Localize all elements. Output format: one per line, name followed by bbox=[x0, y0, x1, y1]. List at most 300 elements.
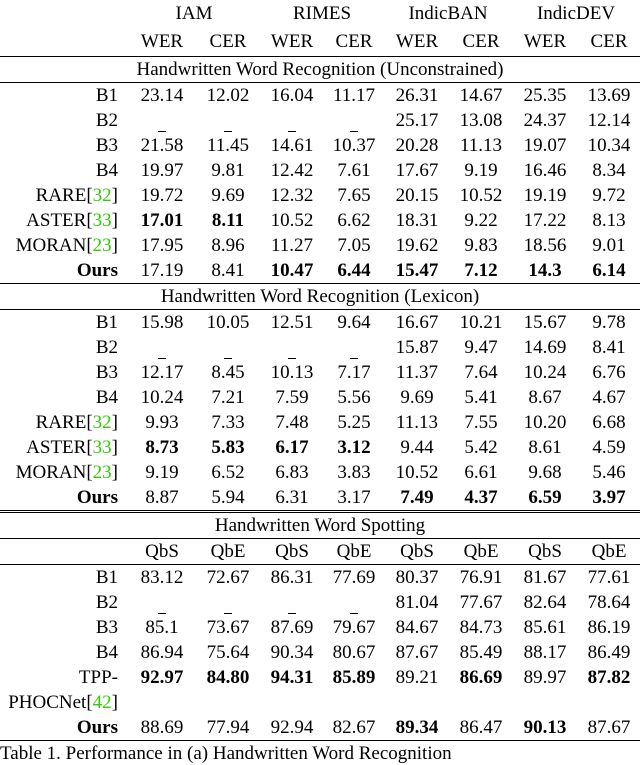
table-row bbox=[0, 360, 640, 385]
value-cell: 5.56 bbox=[337, 387, 371, 408]
value-cell: 9.78 bbox=[592, 312, 626, 333]
value-cell: 12.14 bbox=[587, 110, 631, 131]
citation-link[interactable]: 23 bbox=[92, 235, 112, 256]
value-cell: 6.61 bbox=[464, 462, 498, 483]
value-cell: 85.49 bbox=[459, 642, 503, 663]
value-cell: 6.52 bbox=[211, 462, 245, 483]
method-label: ASTER bbox=[26, 437, 87, 458]
value-cell: 5.94 bbox=[196, 485, 260, 512]
table-row bbox=[0, 485, 640, 512]
value-cell: 81.04 bbox=[395, 592, 439, 613]
metric-header: QbS bbox=[512, 539, 578, 565]
cite-bracket: ] bbox=[111, 412, 118, 433]
section-title-row bbox=[0, 512, 640, 539]
method-name bbox=[0, 690, 128, 715]
empty-cell bbox=[324, 690, 384, 715]
method-name bbox=[0, 83, 128, 109]
value-cell: 10.13 bbox=[270, 362, 314, 383]
value-cell: 10.24 bbox=[523, 362, 567, 383]
table-row bbox=[0, 410, 640, 435]
table-row-continuation bbox=[0, 690, 640, 715]
value-cell: 6.31 bbox=[260, 485, 324, 512]
value-cell: 15.98 bbox=[140, 312, 184, 333]
value-cell: 4.59 bbox=[592, 437, 626, 458]
value-cell: 12.32 bbox=[270, 185, 314, 206]
table-row bbox=[0, 310, 640, 336]
method-label: Ours bbox=[76, 260, 118, 281]
method-name bbox=[0, 335, 128, 360]
citation-link[interactable]: 42 bbox=[92, 692, 112, 713]
value-cell: 8.13 bbox=[592, 210, 626, 231]
method-name bbox=[0, 208, 128, 233]
value-cell: 17.22 bbox=[523, 210, 567, 231]
value-cell: 76.91 bbox=[459, 567, 503, 588]
metric-header: QbS bbox=[260, 539, 324, 565]
method-label: B1 bbox=[95, 312, 118, 333]
value-cell bbox=[260, 590, 324, 615]
value-cell: 83.12 bbox=[140, 567, 184, 588]
citation-link[interactable]: 32 bbox=[92, 185, 112, 206]
value-cell: 14.61 bbox=[270, 135, 314, 156]
value-cell bbox=[196, 108, 260, 133]
value-cell: 10.47 bbox=[260, 258, 324, 284]
method-label: B2 bbox=[95, 592, 118, 613]
metric-header: QbE bbox=[450, 539, 512, 565]
value-cell: 10.05 bbox=[206, 312, 250, 333]
table-row bbox=[0, 108, 640, 133]
citation-link[interactable]: 23 bbox=[92, 462, 112, 483]
value-cell: 14.67 bbox=[459, 85, 503, 106]
method-label: B3 bbox=[95, 617, 118, 638]
value-cell: 11.13 bbox=[460, 135, 503, 156]
cite-bracket: [ bbox=[86, 692, 93, 713]
section-title-row bbox=[0, 57, 640, 83]
value-cell: 9.72 bbox=[592, 185, 626, 206]
method-label: Ours bbox=[76, 487, 118, 508]
method-name bbox=[0, 485, 128, 512]
value-cell: 85.89 bbox=[332, 667, 376, 688]
value-cell: 4.67 bbox=[592, 387, 626, 408]
value-cell: 12.02 bbox=[206, 85, 250, 106]
value-cell: 7.49 bbox=[384, 485, 450, 512]
value-cell: 88.17 bbox=[523, 642, 567, 663]
citation-link[interactable]: 33 bbox=[92, 210, 112, 231]
method-name bbox=[0, 590, 128, 615]
value-cell: 11.45 bbox=[206, 135, 250, 156]
value-cell: 80.37 bbox=[395, 567, 439, 588]
value-cell: 26.31 bbox=[395, 85, 439, 106]
empty-cell bbox=[512, 690, 578, 715]
value-cell: 9.93 bbox=[145, 412, 179, 433]
method-name bbox=[0, 108, 128, 133]
value-cell: 11.37 bbox=[396, 362, 439, 383]
value-cell: 7.33 bbox=[211, 412, 245, 433]
value-cell: 17.67 bbox=[395, 160, 439, 181]
missing-value-dash bbox=[224, 358, 232, 359]
method-name bbox=[0, 385, 128, 410]
method-label: B4 bbox=[95, 160, 118, 181]
method-name bbox=[0, 233, 128, 258]
value-cell: 86.47 bbox=[450, 715, 512, 741]
method-name bbox=[0, 715, 128, 741]
value-cell: 5.46 bbox=[592, 462, 626, 483]
method-name bbox=[0, 360, 128, 385]
value-cell: 86.69 bbox=[459, 667, 503, 688]
value-cell: 21.58 bbox=[140, 135, 184, 156]
value-cell: 82.67 bbox=[324, 715, 384, 741]
value-cell: 17.01 bbox=[140, 210, 184, 231]
value-cell: 86.49 bbox=[587, 642, 631, 663]
value-cell: 80.67 bbox=[332, 642, 376, 663]
value-cell: 8.61 bbox=[528, 437, 562, 458]
value-cell: 78.64 bbox=[587, 592, 631, 613]
method-label: B1 bbox=[95, 85, 118, 106]
value-cell: 8.41 bbox=[592, 337, 626, 358]
value-cell: 84.73 bbox=[459, 617, 503, 638]
cite-bracket: [ bbox=[86, 185, 93, 206]
value-cell: 75.64 bbox=[206, 642, 250, 663]
value-cell: 90.13 bbox=[512, 715, 578, 741]
value-cell: 4.37 bbox=[450, 485, 512, 512]
value-cell: 87.69 bbox=[270, 617, 314, 638]
method-name bbox=[0, 615, 128, 640]
value-cell: 9.47 bbox=[464, 337, 498, 358]
method-label: B4 bbox=[95, 387, 118, 408]
missing-value-dash bbox=[288, 613, 296, 614]
table-row bbox=[0, 183, 640, 208]
cite-bracket: [ bbox=[86, 412, 93, 433]
cite-bracket: [ bbox=[86, 462, 93, 483]
value-cell: 8.67 bbox=[528, 387, 562, 408]
value-cell: 77.69 bbox=[332, 567, 376, 588]
value-cell: 92.94 bbox=[260, 715, 324, 741]
value-cell: 7.65 bbox=[337, 185, 371, 206]
value-cell: 87.82 bbox=[587, 667, 631, 688]
method-label: Ours bbox=[76, 717, 118, 738]
value-cell: 85.61 bbox=[523, 617, 567, 638]
method-name bbox=[0, 158, 128, 183]
value-cell bbox=[128, 335, 196, 360]
value-cell: 7.64 bbox=[464, 362, 498, 383]
cite-bracket: ] bbox=[111, 462, 118, 483]
metric-header-row bbox=[0, 28, 640, 57]
value-cell: 25.17 bbox=[395, 110, 439, 131]
table-row bbox=[0, 335, 640, 360]
value-cell: 15.47 bbox=[384, 258, 450, 284]
value-cell: 10.52 bbox=[270, 210, 314, 231]
table-row bbox=[0, 385, 640, 410]
value-cell bbox=[196, 335, 260, 360]
value-cell: 24.37 bbox=[523, 110, 567, 131]
value-cell: 18.56 bbox=[523, 235, 567, 256]
value-cell: 16.67 bbox=[395, 312, 439, 333]
value-cell: 12.17 bbox=[140, 362, 184, 383]
method-name bbox=[0, 310, 128, 336]
value-cell: 9.19 bbox=[145, 462, 179, 483]
value-cell: 19.62 bbox=[395, 235, 439, 256]
method-label: B1 bbox=[95, 567, 118, 588]
table-row bbox=[0, 565, 640, 591]
value-cell: 9.01 bbox=[592, 235, 626, 256]
value-cell: 14.3 bbox=[512, 258, 578, 284]
empty-cell bbox=[450, 690, 512, 715]
value-cell: 89.34 bbox=[384, 715, 450, 741]
value-cell bbox=[324, 335, 384, 360]
table-row bbox=[0, 233, 640, 258]
value-cell: 19.07 bbox=[523, 135, 567, 156]
missing-value-dash bbox=[288, 358, 296, 359]
value-cell bbox=[324, 590, 384, 615]
value-cell: 10.52 bbox=[395, 462, 439, 483]
value-cell: 7.17 bbox=[337, 362, 371, 383]
table-row bbox=[0, 258, 640, 284]
missing-value-dash bbox=[288, 131, 296, 132]
value-cell: 8.34 bbox=[592, 160, 626, 181]
missing-value-dash bbox=[158, 131, 166, 132]
value-cell: 17.19 bbox=[128, 258, 196, 284]
value-cell: 7.21 bbox=[211, 387, 245, 408]
dataset-header: RIMES bbox=[292, 3, 352, 24]
value-cell: 7.55 bbox=[464, 412, 498, 433]
value-cell: 6.76 bbox=[592, 362, 626, 383]
value-cell: 9.83 bbox=[464, 235, 498, 256]
value-cell: 5.42 bbox=[464, 437, 498, 458]
metric-header: QbS bbox=[128, 539, 196, 565]
value-cell: 8.45 bbox=[211, 362, 245, 383]
value-cell bbox=[128, 108, 196, 133]
method-label: TPP- bbox=[78, 667, 118, 688]
value-cell: 6.44 bbox=[324, 258, 384, 284]
method-name bbox=[0, 410, 128, 435]
value-cell: 72.67 bbox=[206, 567, 250, 588]
metric-header: QbS bbox=[384, 539, 450, 565]
missing-value-dash bbox=[350, 358, 358, 359]
table-row bbox=[0, 208, 640, 233]
missing-value-dash bbox=[350, 131, 358, 132]
method-label: B3 bbox=[95, 362, 118, 383]
value-cell: 19.19 bbox=[523, 185, 567, 206]
table-row bbox=[0, 715, 640, 741]
value-cell: 7.61 bbox=[337, 160, 371, 181]
metric-header: QbE bbox=[196, 539, 260, 565]
empty-cell bbox=[578, 690, 640, 715]
value-cell: 18.31 bbox=[395, 210, 439, 231]
value-cell: 11.17 bbox=[333, 85, 376, 106]
value-cell: 86.94 bbox=[140, 642, 184, 663]
empty-cell bbox=[196, 690, 260, 715]
table-row bbox=[0, 83, 640, 109]
value-cell: 84.67 bbox=[395, 617, 439, 638]
value-cell: 13.08 bbox=[459, 110, 503, 131]
value-cell: 84.80 bbox=[206, 667, 250, 688]
value-cell: 16.46 bbox=[523, 160, 567, 181]
empty-cell bbox=[128, 690, 196, 715]
value-cell: 19.97 bbox=[140, 160, 184, 181]
value-cell: 87.67 bbox=[395, 642, 439, 663]
value-cell: 19.72 bbox=[140, 185, 184, 206]
value-cell: 14.69 bbox=[523, 337, 567, 358]
section-title: Handwritten Word Recognition (Lexicon) bbox=[0, 284, 640, 310]
value-cell: 10.20 bbox=[523, 412, 567, 433]
value-cell: 11.13 bbox=[396, 412, 439, 433]
metric-header: CER bbox=[450, 28, 512, 57]
value-cell: 15.87 bbox=[395, 337, 439, 358]
value-cell: 10.21 bbox=[459, 312, 503, 333]
table-row bbox=[0, 435, 640, 460]
value-cell: 3.83 bbox=[337, 462, 371, 483]
empty-cell bbox=[260, 690, 324, 715]
value-cell bbox=[128, 590, 196, 615]
method-name bbox=[0, 133, 128, 158]
value-cell: 88.69 bbox=[128, 715, 196, 741]
value-cell: 89.21 bbox=[395, 667, 439, 688]
missing-value-dash bbox=[224, 131, 232, 132]
value-cell: 85.1 bbox=[145, 617, 179, 638]
value-cell: 7.48 bbox=[275, 412, 309, 433]
value-cell bbox=[260, 108, 324, 133]
value-cell: 6.59 bbox=[512, 485, 578, 512]
value-cell: 9.69 bbox=[211, 185, 245, 206]
cite-bracket: [ bbox=[86, 437, 93, 458]
value-cell: 86.31 bbox=[270, 567, 314, 588]
value-cell: 3.12 bbox=[337, 437, 371, 458]
value-cell: 9.44 bbox=[400, 437, 434, 458]
metric-header: CER bbox=[324, 28, 384, 57]
method-name bbox=[0, 640, 128, 665]
value-cell: 7.12 bbox=[450, 258, 512, 284]
value-cell: 12.51 bbox=[270, 312, 314, 333]
method-name bbox=[0, 183, 128, 208]
value-cell: 10.37 bbox=[332, 135, 376, 156]
method-name bbox=[0, 460, 128, 485]
missing-value-dash bbox=[350, 613, 358, 614]
value-cell: 73.67 bbox=[206, 617, 250, 638]
value-cell: 8.96 bbox=[211, 235, 245, 256]
value-cell: 8.41 bbox=[196, 258, 260, 284]
value-cell: 89.97 bbox=[523, 667, 567, 688]
value-cell: 10.34 bbox=[587, 135, 631, 156]
value-cell bbox=[260, 335, 324, 360]
cite-bracket: ] bbox=[111, 185, 118, 206]
metric-header: WER bbox=[260, 28, 324, 57]
value-cell: 6.68 bbox=[592, 412, 626, 433]
metric-header: WER bbox=[384, 28, 450, 57]
value-cell: 9.19 bbox=[464, 160, 498, 181]
table-row bbox=[0, 640, 640, 665]
value-cell: 13.69 bbox=[587, 85, 631, 106]
metric-header: QbE bbox=[578, 539, 640, 565]
value-cell: 81.67 bbox=[523, 567, 567, 588]
method-label: MORAN bbox=[15, 235, 87, 256]
section-title: Handwritten Word Spotting bbox=[0, 512, 640, 539]
method-label: RARE bbox=[35, 412, 87, 433]
value-cell: 8.87 bbox=[128, 485, 196, 512]
method-name bbox=[0, 258, 128, 284]
missing-value-dash bbox=[224, 613, 232, 614]
value-cell: 16.04 bbox=[270, 85, 314, 106]
value-cell: 9.81 bbox=[211, 160, 245, 181]
cite-bracket: [ bbox=[86, 235, 93, 256]
value-cell: 9.22 bbox=[464, 210, 498, 231]
value-cell: 6.62 bbox=[337, 210, 371, 231]
value-cell: 7.05 bbox=[337, 235, 371, 256]
table-row bbox=[0, 133, 640, 158]
dataset-header-row bbox=[0, 0, 640, 28]
value-cell: 90.34 bbox=[270, 642, 314, 663]
missing-value-dash bbox=[158, 358, 166, 359]
method-label: B2 bbox=[95, 337, 118, 358]
value-cell: 9.68 bbox=[528, 462, 562, 483]
table-row bbox=[0, 590, 640, 615]
citation-link[interactable]: 33 bbox=[92, 437, 112, 458]
table-row bbox=[0, 665, 640, 690]
table-caption: Table 1. Performance in (a) Handwritten Word Recognition bbox=[0, 743, 452, 764]
value-cell: 92.97 bbox=[140, 667, 184, 688]
value-cell: 12.42 bbox=[270, 160, 314, 181]
cite-bracket: ] bbox=[111, 235, 118, 256]
value-cell: 87.67 bbox=[578, 715, 640, 741]
value-cell: 3.17 bbox=[324, 485, 384, 512]
method-label: ASTER bbox=[26, 210, 87, 231]
value-cell bbox=[324, 108, 384, 133]
value-cell: 9.64 bbox=[337, 312, 371, 333]
missing-value-dash bbox=[158, 613, 166, 614]
metric-header: CER bbox=[578, 28, 640, 57]
value-cell: 5.41 bbox=[464, 387, 498, 408]
value-cell: 86.19 bbox=[587, 617, 631, 638]
method-label: B4 bbox=[95, 642, 118, 663]
value-cell: 77.61 bbox=[587, 567, 631, 588]
method-name bbox=[0, 665, 128, 690]
empty-cell bbox=[384, 690, 450, 715]
dataset-header: IndicBAN bbox=[408, 3, 488, 24]
metric-header: WER bbox=[128, 28, 196, 57]
value-cell: 8.73 bbox=[145, 437, 179, 458]
dataset-header: IndicDEV bbox=[536, 3, 616, 24]
value-cell: 20.28 bbox=[395, 135, 439, 156]
cite-bracket: ] bbox=[111, 210, 118, 231]
metric-header: QbE bbox=[324, 539, 384, 565]
cite-bracket: [ bbox=[86, 210, 93, 231]
section-title-row bbox=[0, 284, 640, 310]
method-label: B2 bbox=[95, 110, 118, 131]
value-cell: 94.31 bbox=[270, 667, 314, 688]
table-row bbox=[0, 615, 640, 640]
value-cell: 5.83 bbox=[211, 437, 245, 458]
value-cell: 10.52 bbox=[459, 185, 503, 206]
method-label: RARE bbox=[35, 185, 87, 206]
method-label: MORAN bbox=[15, 462, 87, 483]
metric-header-row bbox=[0, 539, 640, 565]
dataset-header: IAM bbox=[175, 3, 213, 24]
value-cell: 77.67 bbox=[459, 592, 503, 613]
method-label: PHOCNet bbox=[8, 692, 87, 713]
value-cell: 9.69 bbox=[400, 387, 434, 408]
value-cell: 77.94 bbox=[196, 715, 260, 741]
value-cell: 8.11 bbox=[211, 210, 245, 231]
table-row bbox=[0, 158, 640, 183]
value-cell: 6.83 bbox=[275, 462, 309, 483]
value-cell: 10.24 bbox=[140, 387, 184, 408]
section-title: Handwritten Word Recognition (Unconstrained) bbox=[0, 57, 640, 83]
citation-link[interactable]: 32 bbox=[92, 412, 112, 433]
value-cell: 6.17 bbox=[275, 437, 309, 458]
cite-bracket: ] bbox=[111, 437, 118, 458]
value-cell: 6.14 bbox=[578, 258, 640, 284]
method-name bbox=[0, 435, 128, 460]
table-row bbox=[0, 460, 640, 485]
metric-header: WER bbox=[512, 28, 578, 57]
